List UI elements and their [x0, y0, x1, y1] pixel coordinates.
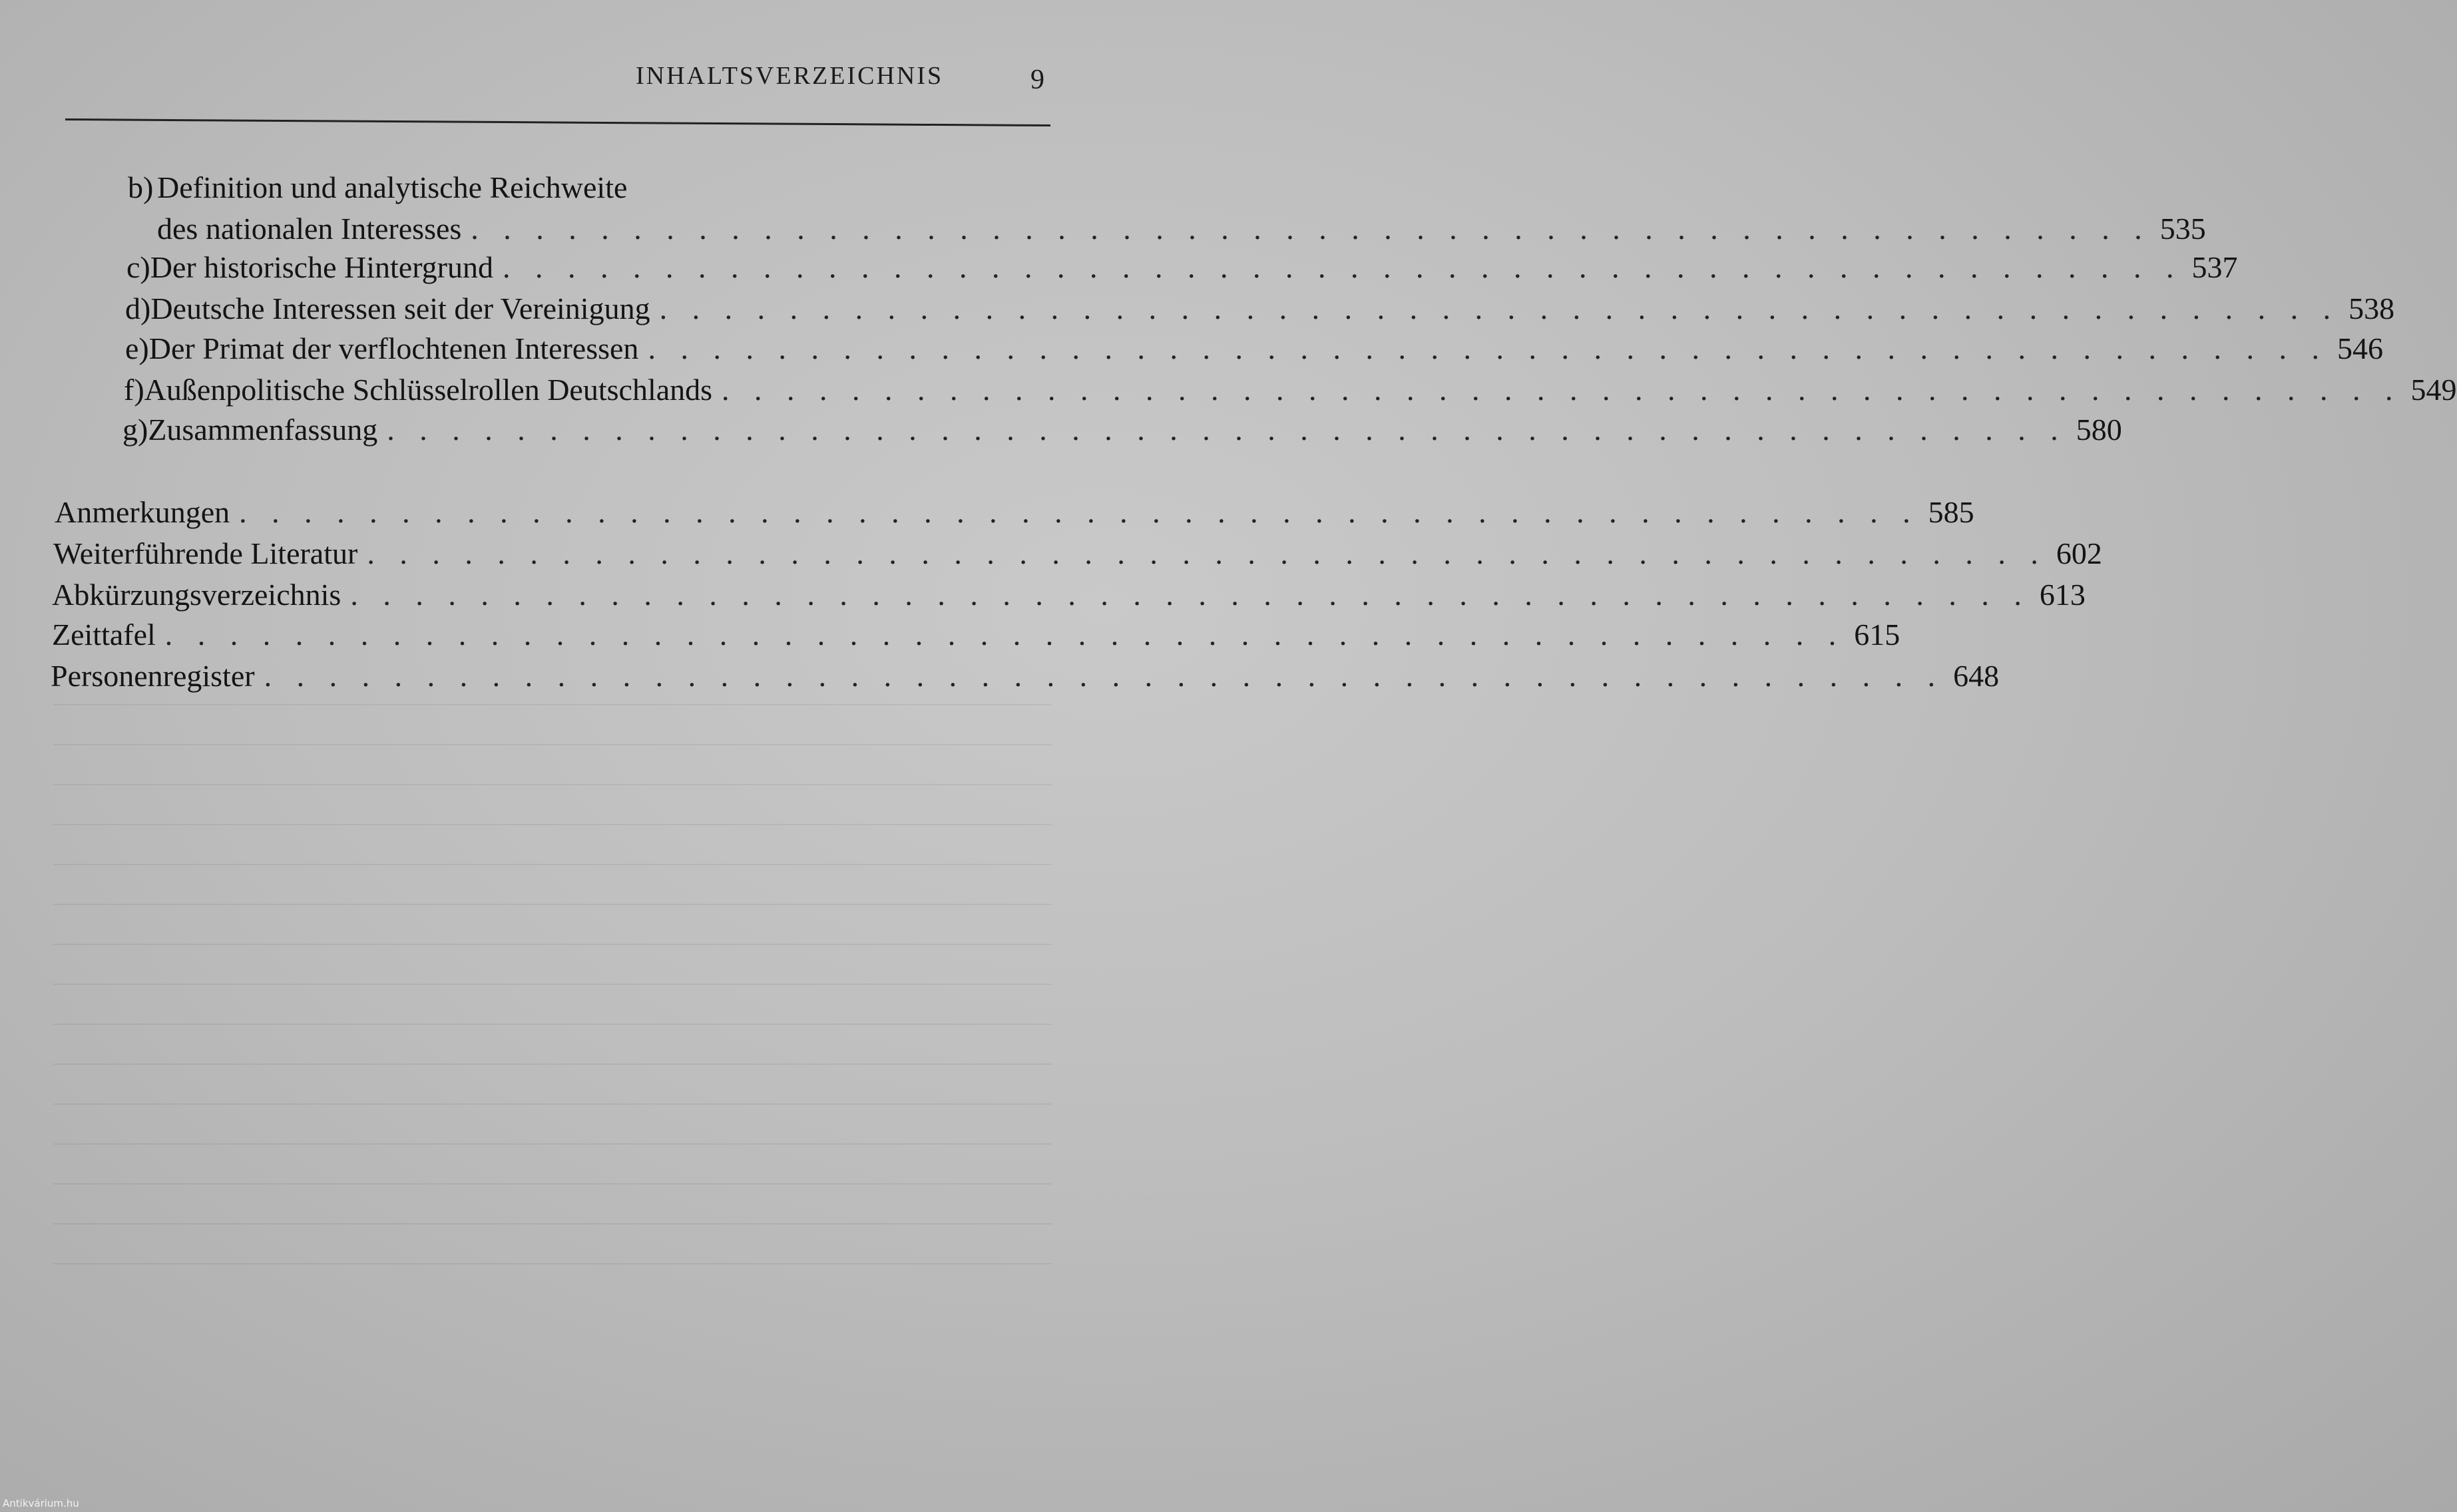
dot-leader: . . . . . . . . . . . . . . . . . . . . . . . . . . . . . . . . . . . . . . . . . . . . . . . . . . . . — [471, 212, 2151, 246]
toc-entry-title: Deutsche Interessen seit der Vereinigung — [150, 291, 650, 325]
toc-entry-page: 535 — [2159, 212, 2206, 246]
toc-entry-letter: f) — [124, 373, 144, 407]
page-number: 9 — [1030, 65, 1044, 95]
dot-leader: . . . . . . . . . . . . . . . . . . . . . . . . . . . . . . . . . . . . . . . . . . . . . . . . . . . . — [722, 373, 2402, 407]
toc-entry-title: des nationalen Interesses — [157, 212, 462, 246]
dot-leader: . . . . . . . . . . . . . . . . . . . . . . . . . . . . . . . . . . . . . . . . . . . . . . . . . . . . — [503, 250, 2183, 284]
toc-entry-title: Der historische Hintergrund — [150, 250, 494, 284]
toc-entry-page: 615 — [1854, 618, 1900, 652]
toc-entry-title: Der Primat der verflochtenen Interessen — [148, 331, 639, 365]
toc-entry-page: 602 — [2056, 536, 2102, 570]
toc-entry-title: Anmerkungen — [55, 495, 230, 529]
toc-entry-c[interactable] — [126, 250, 2238, 285]
toc-entry-b[interactable] — [157, 212, 2206, 246]
header-rule — [65, 118, 1050, 126]
toc-entry-letter: b) — [128, 170, 154, 204]
toc-entry-page: 585 — [1928, 495, 1974, 529]
watermark: Antikvárium.hu — [3, 1497, 79, 1509]
toc-entry-f[interactable] — [124, 373, 2457, 407]
toc-entry-e[interactable] — [125, 331, 2383, 366]
toc-entry-title: Definition und analytische Reichweite — [157, 170, 628, 204]
toc-entry-page: 648 — [1953, 659, 2000, 693]
toc-entry-zeittafel[interactable] — [52, 618, 1900, 652]
toc-entry-page: 580 — [2076, 413, 2122, 447]
toc-entry-g[interactable] — [122, 413, 2122, 447]
dot-leader: . . . . . . . . . . . . . . . . . . . . . . . . . . . . . . . . . . . . . . . . . . . . . . . . . . . . — [264, 659, 1944, 693]
toc-entry-page: 613 — [2039, 578, 2086, 612]
running-head: INHALTSVERZEICHNIS — [636, 62, 944, 90]
toc-entry-b-line1 — [128, 170, 1053, 205]
dot-leader: . . . . . . . . . . . . . . . . . . . . . . . . . . . . . . . . . . . . . . . . . . . . . . . . . . . . — [239, 495, 1919, 529]
toc-entry-d[interactable] — [125, 291, 2395, 326]
toc-entry-page: 537 — [2191, 250, 2238, 284]
dot-leader: . . . . . . . . . . . . . . . . . . . . . . . . . . . . . . . . . . . . . . . . . . . . . . . . . . . . — [367, 536, 2047, 570]
dot-leader: . . . . . . . . . . . . . . . . . . . . . . . . . . . . . . . . . . . . . . . . . . . . . . . . . . . . — [659, 291, 2340, 325]
dot-leader: . . . . . . . . . . . . . . . . . . . . . . . . . . . . . . . . . . . . . . . . . . . . . . . . . . . . — [164, 618, 1845, 652]
toc-entry-letter: c) — [126, 250, 150, 284]
toc-entry-anmerkungen[interactable] — [55, 495, 1974, 530]
toc-entry-page: 549 — [2410, 373, 2457, 407]
toc-entry-letter: e) — [125, 331, 149, 365]
toc-entry-page: 538 — [2348, 291, 2395, 325]
toc-entry-literatur[interactable] — [53, 536, 2102, 571]
dot-leader: . . . . . . . . . . . . . . . . . . . . . . . . . . . . . . . . . . . . . . . . . . . . . . . . . . . . — [350, 578, 2030, 612]
toc-entry-title: Personenregister — [51, 659, 255, 693]
toc-entry-title: Weiterführende Literatur — [53, 536, 358, 570]
toc-entry-title: Zeittafel — [52, 618, 156, 652]
toc-entry-personenregister[interactable] — [51, 659, 2000, 693]
dot-leader: . . . . . . . . . . . . . . . . . . . . . . . . . . . . . . . . . . . . . . . . . . . . . . . . . . . . — [648, 331, 2328, 365]
toc-entry-title: Außenpolitische Schlüsselrollen Deutschlands — [144, 373, 713, 407]
dot-leader: . . . . . . . . . . . . . . . . . . . . . . . . . . . . . . . . . . . . . . . . . . . . . . . . . . . . — [387, 413, 2067, 447]
toc-entry-letter: g) — [122, 413, 148, 447]
toc-entry-title: Zusammenfassung — [148, 413, 378, 447]
toc-entry-title: Abkürzungsverzeichnis — [52, 578, 341, 612]
toc-entry-page: 546 — [2337, 331, 2383, 365]
toc-entry-letter: d) — [125, 291, 151, 325]
toc-entry-abkuerzungen[interactable] — [52, 578, 2086, 612]
show-through-text — [53, 665, 1052, 1264]
